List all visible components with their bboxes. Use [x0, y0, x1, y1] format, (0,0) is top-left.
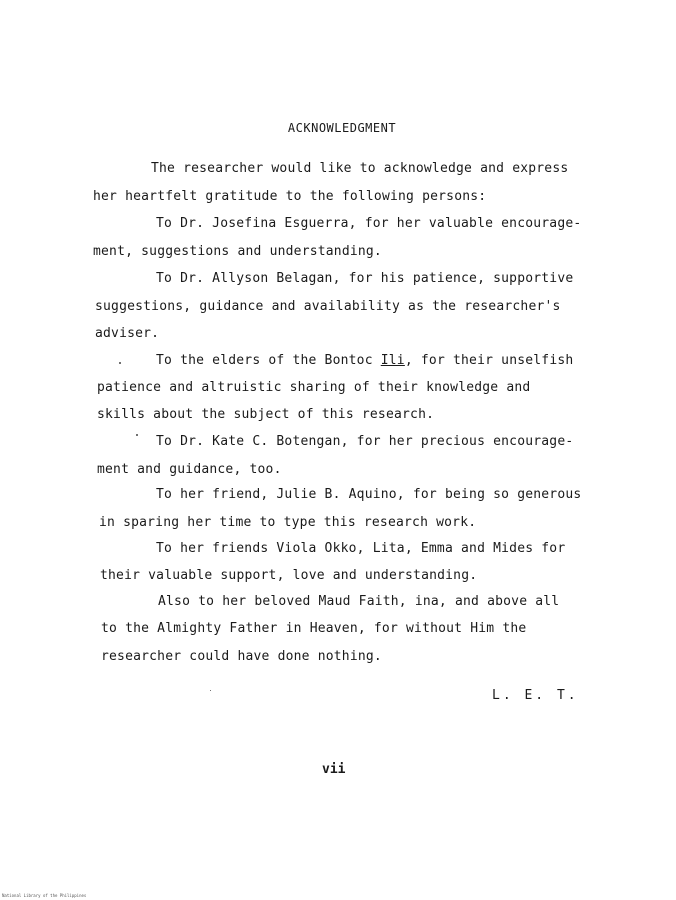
- paragraph-3-line-2: suggestions, guidance and availability as the researcher's: [95, 299, 561, 314]
- underlined-term: Ili: [380, 353, 405, 368]
- paragraph-5-line-1: To Dr. Kate C. Botengan, for her precious encourage-: [156, 434, 574, 449]
- paragraph-3-line-1: To Dr. Allyson Belagan, for his patience, supportive: [156, 271, 574, 286]
- paragraph-6-line-1: To her friend, Julie B. Aquino, for being so generous: [156, 487, 582, 502]
- paragraph-8-line-3: researcher could have done nothing.: [101, 649, 382, 664]
- paragraph-8-line-2: to the Almighty Father in Heaven, for without Him the: [101, 621, 527, 636]
- paragraph-4-prefix: To the elders of the Bontoc: [156, 353, 381, 368]
- paragraph-4-line-3: skills about the subject of this research.: [97, 407, 435, 422]
- paragraph-2-line-2: ment, suggestions and understanding.: [93, 244, 382, 259]
- scan-speck: [136, 434, 138, 436]
- paragraph-7-line-1: To her friends Viola Okko, Lita, Emma and Mides for: [156, 541, 566, 556]
- paragraph-1-line-1: The researcher would like to acknowledge and express: [151, 161, 569, 176]
- paragraph-4-line-2: patience and altruistic sharing of their knowledge and: [97, 380, 531, 395]
- page-heading: ACKNOWLEDGMENT: [287, 121, 397, 135]
- signature-initials: L. E. T.: [492, 688, 579, 703]
- paragraph-7-line-2: their valuable support, love and understanding.: [100, 568, 478, 583]
- footer-watermark: National Library of the Philippines: [2, 893, 87, 898]
- paragraph-2-line-1: To Dr. Josefina Esguerra, for her valuable encourage-: [156, 216, 582, 231]
- paragraph-8-line-1: Also to her beloved Maud Faith, ina, and above all: [158, 594, 560, 609]
- page-number: vii: [322, 762, 346, 777]
- paragraph-4-suffix: , for their unselfish: [404, 353, 574, 368]
- paragraph-6-line-2: in sparing her time to type this research work.: [99, 515, 477, 530]
- paragraph-4-line-1: [156, 353, 573, 368]
- paragraph-5-line-2: ment and guidance, too.: [97, 462, 282, 477]
- paragraph-3-line-3: adviser.: [95, 326, 160, 341]
- paragraph-1-line-2: her heartfelt gratitude to the following persons:: [93, 189, 487, 204]
- scan-speck: [119, 362, 121, 364]
- scan-speck: [210, 690, 211, 691]
